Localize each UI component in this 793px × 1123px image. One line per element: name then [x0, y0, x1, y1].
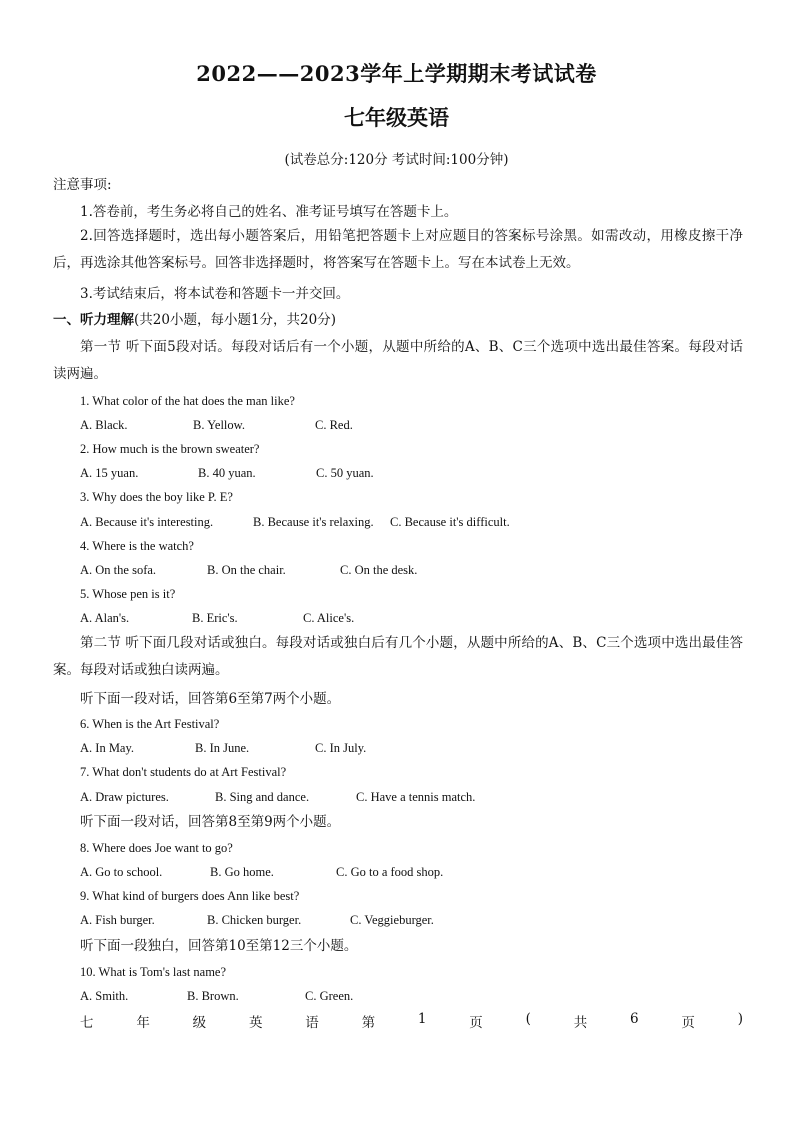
- section1-heading-bold: 一、听力理解: [53, 312, 134, 328]
- option-a: A. In May.: [80, 741, 135, 755]
- page-footer: [80, 1011, 743, 1031]
- options-7: [80, 788, 475, 806]
- footer-char: (: [525, 1011, 531, 1027]
- option-a: A. Because it's interesting.: [80, 515, 214, 529]
- footer-char: 年: [136, 1015, 150, 1031]
- footer-char: 页: [681, 1015, 695, 1031]
- question-10: 10. What is Tom's last name?: [80, 965, 227, 979]
- footer-char: 七: [80, 1015, 94, 1031]
- options-5: [80, 609, 354, 627]
- option-b: B. 40 yuan.: [198, 466, 256, 480]
- part1-intro: 第一节 听下面5段对话。每段对话后有一个小题，从题中所给的A、B、C三个选项中选出最佳答案。每段对话读两遍。: [53, 339, 743, 382]
- options-3: [80, 513, 510, 531]
- option-b: B. Because it's relaxing.: [253, 515, 374, 529]
- options-4: [80, 561, 417, 579]
- part2-intro: 第二节 听下面几段对话或独白。每段对话或独白后有几个小题，从题中所给的A、B、C三个选项中选出最佳答案。每段对话或独白读两遍。: [53, 635, 743, 678]
- options-10: [80, 987, 353, 1005]
- option-a: A. Alan's.: [80, 611, 130, 625]
- instruction-10-12: 听下面一段独白，回答第10至第12三个小题。: [80, 938, 358, 954]
- option-c: C. On the desk.: [340, 563, 418, 577]
- section1-heading-rest: (共20小题，每小题1分，共20分): [134, 312, 336, 328]
- question-5: 5. Whose pen is it?: [80, 587, 176, 601]
- options-6: [80, 739, 366, 757]
- exam-info: (试卷总分:120分 考试时间:100分钟): [284, 152, 509, 168]
- option-a: A. Smith.: [80, 989, 129, 1003]
- footer-char: 级: [192, 1015, 207, 1031]
- question-3: 3. Why does the boy like P. E?: [80, 490, 233, 504]
- footer-char: 共: [573, 1015, 588, 1031]
- footer-char: 英: [248, 1015, 263, 1031]
- exam-title: 2022——2023学年上学期期末考试试卷: [196, 61, 597, 86]
- option-c: C. Green.: [305, 989, 354, 1003]
- option-b: B. In June.: [195, 741, 250, 755]
- note-item-3: 3.考试结束后，将本试卷和答题卡一并交回。: [80, 286, 350, 302]
- footer-total-pages: 6: [630, 1011, 639, 1027]
- footer-char: ): [737, 1011, 743, 1027]
- question-8: 8. Where does Joe want to go?: [80, 841, 233, 855]
- option-c: C. In July.: [315, 741, 367, 755]
- option-c: C. Go to a food shop.: [336, 865, 444, 879]
- question-9: 9. What kind of burgers does Ann like best?: [80, 889, 300, 903]
- footer-char: 第: [361, 1015, 376, 1031]
- option-c: C. Because it's difficult.: [390, 515, 510, 529]
- notes-heading: 注意事项:: [53, 177, 112, 193]
- options-9: [80, 911, 434, 929]
- option-b: B. Chicken burger.: [207, 913, 302, 927]
- option-b: B. On the chair.: [207, 563, 286, 577]
- question-2: 2. How much is the brown sweater?: [80, 442, 260, 456]
- question-7: 7. What don't students do at Art Festival?: [80, 765, 287, 779]
- option-b: B. Yellow.: [193, 418, 245, 432]
- footer-char: 语: [305, 1015, 319, 1031]
- options-1: [80, 416, 353, 434]
- option-c: C. Veggieburger.: [350, 913, 434, 927]
- question-4: 4. Where is the watch?: [80, 539, 194, 553]
- instruction-8-9: 听下面一段对话，回答第8至第9两个小题。: [80, 814, 341, 830]
- exam-subject: 七年级英语: [344, 105, 449, 130]
- option-c: C. Alice's.: [303, 611, 355, 625]
- option-a: A. Black.: [80, 418, 128, 432]
- question-6: 6. When is the Art Festival?: [80, 717, 220, 731]
- note-item-2: 2.回答选择题时，选出每小题答案后，用铅笔把答题卡上对应题目的答案标号涂黑。如需改动，用橡皮擦干净后，再选涂其他答案标号。回答非选择题时，将答案写在答题卡上。写在本试卷上无效。: [53, 228, 743, 271]
- option-a: A. On the sofa.: [80, 563, 157, 577]
- option-c: C. Red.: [315, 418, 353, 432]
- option-b: B. Brown.: [187, 989, 239, 1003]
- option-b: B. Sing and dance.: [215, 790, 310, 804]
- option-a: A. Go to school.: [80, 865, 163, 879]
- footer-char: 页: [469, 1015, 483, 1031]
- option-a: A. Draw pictures.: [80, 790, 169, 804]
- option-c: C. Have a tennis match.: [356, 790, 476, 804]
- option-a: A. 15 yuan.: [80, 466, 139, 480]
- options-2: [80, 464, 374, 482]
- option-b: B. Go home.: [210, 865, 274, 879]
- footer-page-number: 1: [417, 1011, 427, 1027]
- option-c: C. 50 yuan.: [316, 466, 374, 480]
- instruction-6-7: 听下面一段对话，回答第6至第7两个小题。: [80, 691, 341, 707]
- section1-heading: [53, 310, 743, 330]
- option-b: B. Eric's.: [192, 611, 238, 625]
- note-item-1: 1.答卷前，考生务必将自己的姓名、准考证号填写在答题卡上。: [80, 204, 458, 220]
- option-a: A. Fish burger.: [80, 913, 155, 927]
- options-8: [80, 863, 443, 881]
- question-1: 1. What color of the hat does the man like?: [80, 394, 295, 408]
